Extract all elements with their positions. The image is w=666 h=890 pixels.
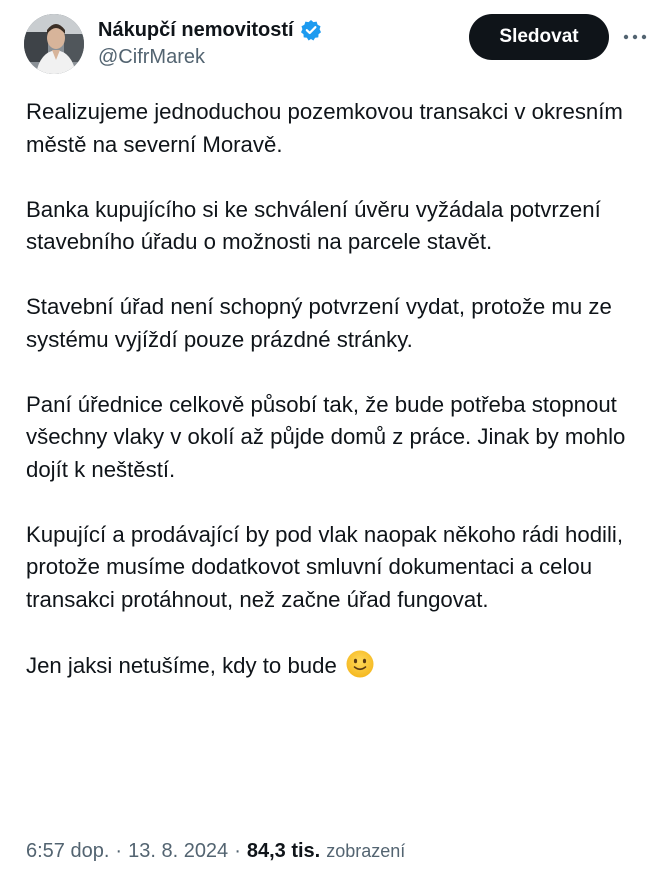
tweet-paragraph-2: Banka kupujícího si ke schválení úvěru vyžádala potvrzení stavebního úřadu o možnosti na parcele stavět. <box>26 196 601 254</box>
views-label: zobrazení <box>326 841 406 861</box>
avatar-photo-icon <box>24 14 84 74</box>
more-dots-icon <box>622 33 648 41</box>
author-names <box>98 16 322 69</box>
tweet-paragraph-6 <box>26 649 651 683</box>
tweet-paragraph-1: Realizujeme jednoduchou pozemkovou transakci v okresním městě na severní Moravě. <box>26 99 623 157</box>
meta-separator: · <box>234 840 241 862</box>
tweet-date[interactable]: 13. 8. 2024 <box>128 840 229 862</box>
tweet-header <box>24 14 654 74</box>
tweet-meta <box>26 840 405 863</box>
display-name-row <box>98 16 322 44</box>
tweet-paragraph-5: Kupující a prodávající by pod vlak naopak někoho rádi hodili, protože musíme dodatkovot smluvní dokumentaci a celou transakci protáhnout, než začne úřad fungovat. <box>26 521 623 612</box>
slightly-smiling-face-icon <box>345 649 375 679</box>
follow-button[interactable]: Sledovat <box>469 14 609 60</box>
avatar[interactable] <box>24 14 84 74</box>
more-button[interactable] <box>620 22 650 52</box>
display-name[interactable]: Nákupčí nemovitostí <box>98 18 294 41</box>
tweet-text <box>26 96 651 682</box>
author-handle[interactable]: @CifrMarek <box>98 46 205 68</box>
meta-separator: · <box>115 840 123 862</box>
verified-badge-icon[interactable] <box>300 19 322 41</box>
tweet-paragraph-4: Paní úřednice celkově působí tak, že bude potřeba stopnout všechny vlaky v okolí až půjde domů z práce. Jinak by mohlo dojít k neštěstí. <box>26 391 626 482</box>
tweet-time[interactable]: 6:57 dop. <box>26 840 110 862</box>
views-count: 84,3 tis. <box>246 840 321 862</box>
tweet-paragraph-6-text: Jen jaksi netušíme, kdy to bude <box>26 652 337 678</box>
tweet-paragraph-3: Stavební úřad není schopný potvrzení vydat, protože mu ze systému vyjíždí pouze prázdné stránky. <box>26 294 612 352</box>
